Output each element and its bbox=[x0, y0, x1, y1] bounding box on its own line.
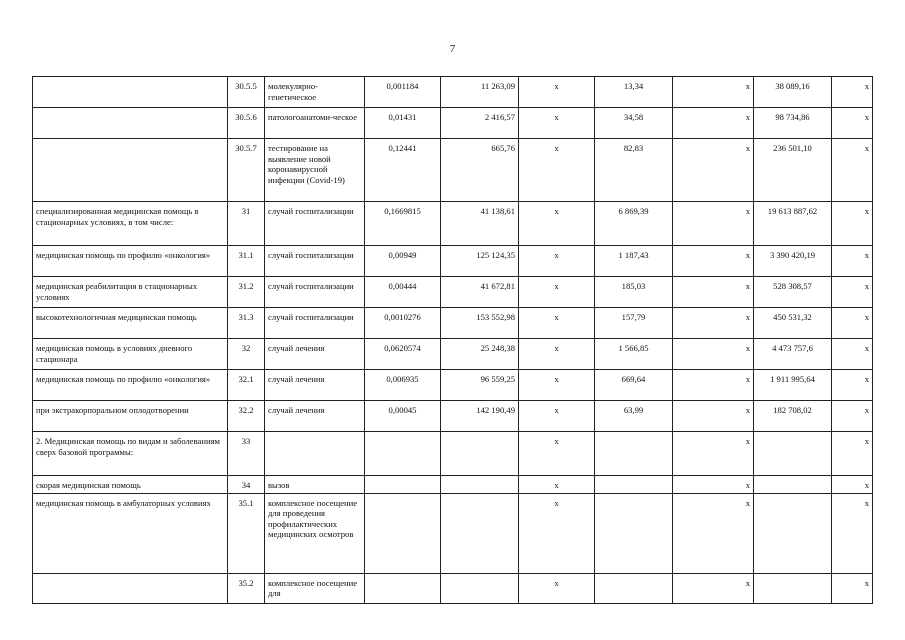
cell-line: 30.5.5 bbox=[228, 77, 265, 108]
cell-e: х bbox=[832, 308, 873, 339]
cell-cost: 125 124,35 bbox=[441, 246, 519, 277]
cell-a: х bbox=[519, 476, 595, 494]
cell-unit: тестирование на выявление новой коронавирусной инфекции (Covid-19) bbox=[265, 139, 365, 202]
cell-name: медицинская помощь в амбулаторных условиях bbox=[33, 493, 228, 573]
cell-cost: 41 672,81 bbox=[441, 277, 519, 308]
cell-c: х bbox=[673, 246, 754, 277]
cell-a: х bbox=[519, 77, 595, 108]
cell-norm: 0,01431 bbox=[365, 108, 441, 139]
cell-e: х bbox=[832, 370, 873, 401]
cell-d: 1 911 995,64 bbox=[754, 370, 832, 401]
cell-b: 669,64 bbox=[595, 370, 673, 401]
cell-norm bbox=[365, 573, 441, 603]
cell-e: х bbox=[832, 246, 873, 277]
cell-a: х bbox=[519, 108, 595, 139]
cell-norm: 0,00444 bbox=[365, 277, 441, 308]
cell-norm: 0,1669815 bbox=[365, 202, 441, 246]
cell-cost: 153 552,98 bbox=[441, 308, 519, 339]
page-number: 7 bbox=[449, 43, 456, 55]
cell-c: х bbox=[673, 139, 754, 202]
cell-d: 98 734,86 bbox=[754, 108, 832, 139]
cell-b: 63,99 bbox=[595, 401, 673, 432]
cell-a: х bbox=[519, 202, 595, 246]
cell-c: х bbox=[673, 202, 754, 246]
cell-line: 34 bbox=[228, 476, 265, 494]
cell-name: медицинская реабилитация в стационарных условиях bbox=[33, 277, 228, 308]
cell-c: х bbox=[673, 77, 754, 108]
cell-d: 236 501,10 bbox=[754, 139, 832, 202]
cell-a: х bbox=[519, 246, 595, 277]
cell-name bbox=[33, 139, 228, 202]
cell-cost: 41 138,61 bbox=[441, 202, 519, 246]
cell-e: х bbox=[832, 202, 873, 246]
cell-a: х bbox=[519, 432, 595, 476]
cell-c: х bbox=[673, 308, 754, 339]
cell-b: 1 187,43 bbox=[595, 246, 673, 277]
cell-line: 31.1 bbox=[228, 246, 265, 277]
cell-line: 32.2 bbox=[228, 401, 265, 432]
cell-b: 6 869,39 bbox=[595, 202, 673, 246]
cell-name: скорая медицинская помощь bbox=[33, 476, 228, 494]
cell-d: 38 089,16 bbox=[754, 77, 832, 108]
cell-c: х bbox=[673, 108, 754, 139]
table-row bbox=[33, 108, 873, 139]
cell-name: медицинская помощь по профилю «онкология» bbox=[33, 370, 228, 401]
cell-unit: случай госпитализации bbox=[265, 246, 365, 277]
cell-name: специализированная медицинская помощь в стационарных условиях, в том числе: bbox=[33, 202, 228, 246]
cell-b bbox=[595, 432, 673, 476]
cell-b: 185,03 bbox=[595, 277, 673, 308]
table-row bbox=[33, 139, 873, 202]
cell-c: х bbox=[673, 476, 754, 494]
cell-d bbox=[754, 476, 832, 494]
table-row bbox=[33, 493, 873, 573]
cell-cost: 142 190,49 bbox=[441, 401, 519, 432]
cell-d bbox=[754, 493, 832, 573]
cell-cost: 11 263,09 bbox=[441, 77, 519, 108]
cell-e: х bbox=[832, 493, 873, 573]
cell-cost bbox=[441, 573, 519, 603]
cell-e: х bbox=[832, 401, 873, 432]
table-row bbox=[33, 370, 873, 401]
cell-a: х bbox=[519, 308, 595, 339]
cell-name: высокотехнологичная медицинская помощь bbox=[33, 308, 228, 339]
cell-norm: 0,00045 bbox=[365, 401, 441, 432]
cell-e: х bbox=[832, 476, 873, 494]
cell-unit: случай госпитализации bbox=[265, 308, 365, 339]
cell-c: х bbox=[673, 370, 754, 401]
cell-name: 2. Медицинская помощь по видам и заболеваниям сверх базовой программы: bbox=[33, 432, 228, 476]
norms-table bbox=[32, 76, 873, 604]
table-row bbox=[33, 339, 873, 370]
cell-unit: молекулярно-генетическое bbox=[265, 77, 365, 108]
cell-norm bbox=[365, 476, 441, 494]
cell-norm: 0,006935 bbox=[365, 370, 441, 401]
cell-cost: 2 416,57 bbox=[441, 108, 519, 139]
cell-d: 4 473 757,6 bbox=[754, 339, 832, 370]
cell-unit: комплексное посещение для bbox=[265, 573, 365, 603]
cell-line: 31 bbox=[228, 202, 265, 246]
cell-b: 1 566,85 bbox=[595, 339, 673, 370]
cell-unit: случай лечения bbox=[265, 339, 365, 370]
cell-cost bbox=[441, 476, 519, 494]
cell-norm: 0,001184 bbox=[365, 77, 441, 108]
table-row bbox=[33, 202, 873, 246]
cell-b: 82,83 bbox=[595, 139, 673, 202]
cell-cost: 665,76 bbox=[441, 139, 519, 202]
cell-line: 30.5.7 bbox=[228, 139, 265, 202]
cell-b bbox=[595, 476, 673, 494]
cell-unit bbox=[265, 432, 365, 476]
cell-e: х bbox=[832, 432, 873, 476]
cell-name: медицинская помощь по профилю «онкология» bbox=[33, 246, 228, 277]
cell-a: х bbox=[519, 277, 595, 308]
cell-name: при экстракорпоральном оплодотворении bbox=[33, 401, 228, 432]
cell-unit: патологоанатоми-ческое bbox=[265, 108, 365, 139]
cell-name bbox=[33, 108, 228, 139]
cell-norm: 0,0620574 bbox=[365, 339, 441, 370]
cell-b: 34,58 bbox=[595, 108, 673, 139]
cell-unit: комплексное посещение для проведения профилактических медицинских осмотров bbox=[265, 493, 365, 573]
cell-cost: 25 248,38 bbox=[441, 339, 519, 370]
table-row bbox=[33, 308, 873, 339]
table-row bbox=[33, 401, 873, 432]
cell-c: х bbox=[673, 401, 754, 432]
cell-d bbox=[754, 432, 832, 476]
cell-cost bbox=[441, 493, 519, 573]
cell-line: 33 bbox=[228, 432, 265, 476]
table-row bbox=[33, 476, 873, 494]
cell-c: х bbox=[673, 339, 754, 370]
cell-cost: 96 559,25 bbox=[441, 370, 519, 401]
cell-line: 31.2 bbox=[228, 277, 265, 308]
cell-b bbox=[595, 573, 673, 603]
cell-d: 19 613 887,62 bbox=[754, 202, 832, 246]
cell-c: х bbox=[673, 277, 754, 308]
cell-b: 157,79 bbox=[595, 308, 673, 339]
cell-unit: вызов bbox=[265, 476, 365, 494]
cell-e: х bbox=[832, 339, 873, 370]
cell-c: х bbox=[673, 493, 754, 573]
cell-unit: случай госпитализации bbox=[265, 202, 365, 246]
cell-norm: 0,0010276 bbox=[365, 308, 441, 339]
cell-d: 182 708,02 bbox=[754, 401, 832, 432]
cell-e: х bbox=[832, 139, 873, 202]
table-row bbox=[33, 277, 873, 308]
cell-line: 32 bbox=[228, 339, 265, 370]
table-row bbox=[33, 77, 873, 108]
cell-a: х bbox=[519, 401, 595, 432]
cell-a: х bbox=[519, 573, 595, 603]
cell-cost bbox=[441, 432, 519, 476]
cell-norm bbox=[365, 432, 441, 476]
cell-d bbox=[754, 573, 832, 603]
cell-c: х bbox=[673, 432, 754, 476]
cell-line: 35.1 bbox=[228, 493, 265, 573]
cell-a: х bbox=[519, 370, 595, 401]
cell-a: х bbox=[519, 493, 595, 573]
cell-name: медицинская помощь в условиях дневного стационара bbox=[33, 339, 228, 370]
cell-norm: 0,00949 bbox=[365, 246, 441, 277]
table-row bbox=[33, 573, 873, 603]
table-row bbox=[33, 246, 873, 277]
cell-line: 35.2 bbox=[228, 573, 265, 603]
cell-e: х bbox=[832, 573, 873, 603]
cell-a: х bbox=[519, 139, 595, 202]
cell-b: 13,34 bbox=[595, 77, 673, 108]
cell-e: х bbox=[832, 108, 873, 139]
cell-norm bbox=[365, 493, 441, 573]
cell-unit: случай госпитализации bbox=[265, 277, 365, 308]
cell-name bbox=[33, 573, 228, 603]
cell-d: 450 531,32 bbox=[754, 308, 832, 339]
cell-name bbox=[33, 77, 228, 108]
cell-d: 3 390 420,19 bbox=[754, 246, 832, 277]
cell-unit: случай лечения bbox=[265, 370, 365, 401]
cell-line: 30.5.6 bbox=[228, 108, 265, 139]
cell-line: 32.1 bbox=[228, 370, 265, 401]
cell-line: 31.3 bbox=[228, 308, 265, 339]
cell-d: 528 308,57 bbox=[754, 277, 832, 308]
cell-b bbox=[595, 493, 673, 573]
cell-e: х bbox=[832, 277, 873, 308]
cell-c: х bbox=[673, 573, 754, 603]
table-body bbox=[33, 77, 873, 604]
cell-unit: случай лечения bbox=[265, 401, 365, 432]
cell-norm: 0,12441 bbox=[365, 139, 441, 202]
cell-e: х bbox=[832, 77, 873, 108]
table-row bbox=[33, 432, 873, 476]
cell-a: х bbox=[519, 339, 595, 370]
